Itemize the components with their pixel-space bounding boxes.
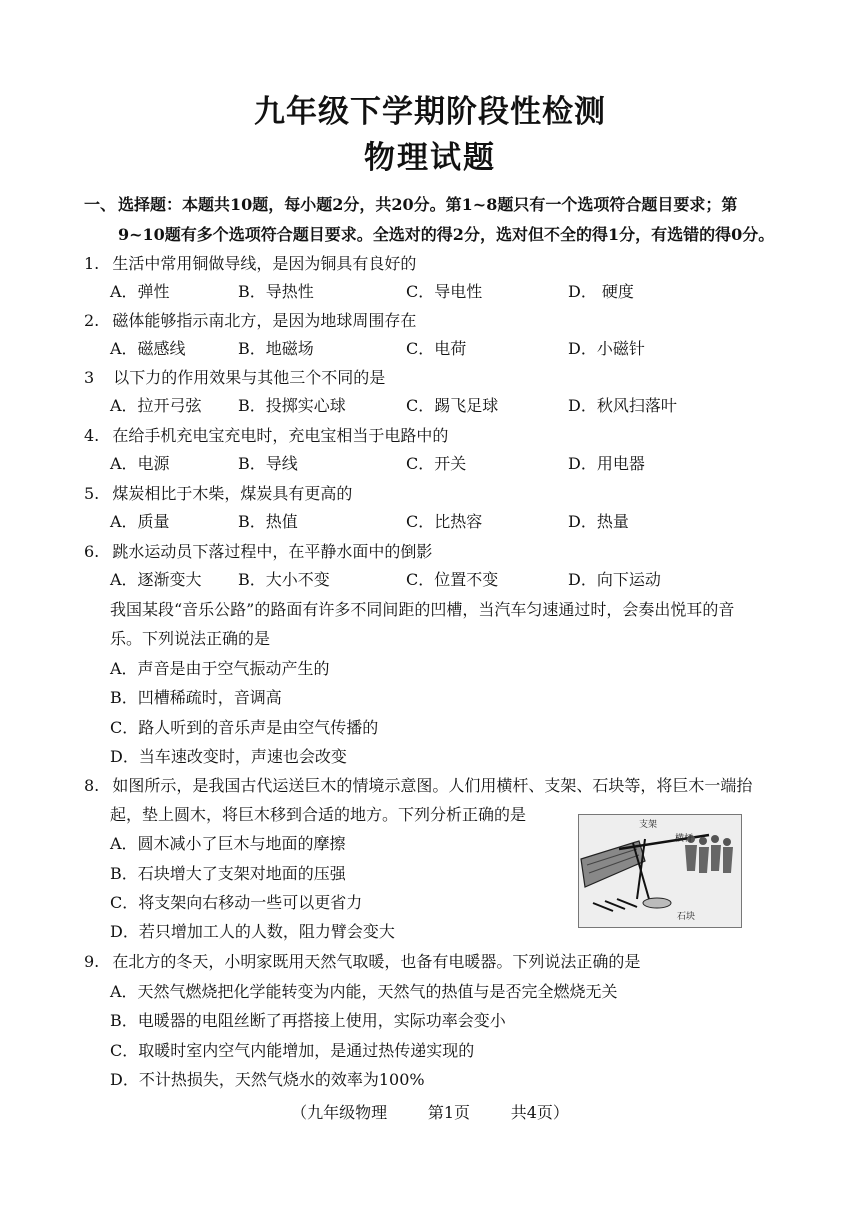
option-a: A．质量 [110,512,170,531]
option-c: C．取暖时室内空气内能增加，是通过热传递实现的 [110,1041,475,1060]
option-d: D．用电器 [568,454,645,473]
question-8 [84,772,784,800]
question-3 [84,364,784,392]
footer-total-pages: 共4页） [510,1103,569,1122]
option-d: D．热量 [568,512,629,531]
question-number: 8. [84,776,100,795]
option-c: C．比热容 [406,512,483,531]
option-d: D．若只增加工人的人数，阻力臂会变大 [110,922,395,941]
option-a: A．拉开弓弦 [110,396,202,415]
question-8-line-2: 起，垫上圆木，将巨木移到合适的地方。下列分析正确的是 [110,805,527,824]
question-text: 生活中常用铜做导线，是因为铜具有良好的 [112,254,417,273]
page-subtitle: 物理试题 [364,140,496,176]
option-a: A．磁感线 [110,339,186,358]
option-b: B．地磁场 [238,339,314,358]
option-b: B．热值 [238,512,298,531]
figure-label-support: 支架 [639,820,658,830]
footer-page-number: 第1页 [427,1103,470,1122]
question-text: 磁体能够指示南北方，是因为地球周围存在 [112,311,417,330]
question-number: 4. [84,426,100,445]
option-a: A．声音是由于空气振动产生的 [110,659,330,678]
option-a: A．圆木减小了巨木与地面的摩擦 [110,834,346,853]
option-d: D．向下运动 [568,570,661,589]
option-d: D． 硬度 [568,282,634,301]
option-c: C．导电性 [406,282,483,301]
question-text: 在给手机充电宝充电时，充电宝相当于电路中的 [112,426,449,445]
question-number: 9. [84,952,100,971]
section-heading [84,190,784,250]
option-b: B．凹槽稀疏时，音调高 [110,688,282,707]
footer-subject: （九年级物理 [291,1103,388,1122]
question-7-line-1: 我国某段“音乐公路”的路面有许多不同间距的凹槽，当汽车匀速通过时，会奏出悦耳的音 [110,600,735,619]
option-d: D．当车速改变时，声速也会改变 [110,747,347,766]
option-a: A．电源 [110,454,170,473]
option-b: B．导热性 [238,282,314,301]
question-1 [84,250,784,278]
figure-label-lever: 横杆 [675,834,694,844]
option-c: C．开关 [406,454,467,473]
option-d: D．小磁针 [568,339,645,358]
option-c: C．踢飞足球 [406,396,499,415]
option-d: D．不计热损失，天然气烧水的效率为100% [110,1070,425,1089]
option-b: B．石块增大了支架对地面的压强 [110,864,346,883]
question-text: 跳水运动员下落过程中，在平静水面中的倒影 [112,542,433,561]
option-c: C．电荷 [406,339,467,358]
option-b: B．大小不变 [238,570,330,589]
log-transport-figure [578,814,742,928]
question-number: 2. [84,311,100,330]
question-6 [84,538,784,566]
question-number: 1. [84,254,100,273]
section-number: 一、 [84,195,117,214]
option-c: C．位置不变 [406,570,499,589]
question-number: 6. [84,542,100,561]
question-9 [84,948,784,976]
question-2 [84,307,784,335]
question-5 [84,480,784,508]
section-instructions: 选择题：本题共10题，每小题2分，共20分。第1~8题只有一个选项符合题目要求；第9~10题有多个选项符合题目要求。全选对的得2分，选对但不全的得1分，有选错的得0分。 [118,195,775,244]
option-b: B．电暖器的电阻丝断了再搭接上使用，实际功率会变小 [110,1011,506,1030]
page-footer [0,1100,860,1123]
question-text: 煤炭相比于木柴，煤炭具有更高的 [112,484,353,503]
option-a: A．弹性 [110,282,170,301]
figure-label-stone: 石块 [677,912,696,922]
page-title: 九年级下学期阶段性检测 [254,94,606,130]
option-b: B．投掷实心球 [238,396,346,415]
question-number: 5. [84,484,100,503]
option-a: A．天然气燃烧把化学能转变为内能，天然气的热值与是否完全燃烧无关 [110,982,618,1001]
question-number: 3 [84,368,95,387]
option-d: D．秋风扫落叶 [568,396,677,415]
question-7-line-2: 乐。下列说法正确的是 [110,629,271,648]
question-text: 以下力的作用效果与其他三个不同的是 [113,368,386,387]
question-4 [84,422,784,450]
log-transport-illustration [579,815,741,927]
question-text: 在北方的冬天，小明家既用天然气取暖，也备有电暖器。下列说法正确的是 [112,952,641,971]
option-c: C．路人听到的音乐声是由空气传播的 [110,718,379,737]
question-text: 如图所示，是我国古代运送巨木的情境示意图。人们用横杆、支架、石块等，将巨木一端抬 [112,776,753,795]
option-b: B．导线 [238,454,298,473]
option-c: C．将支架向右移动一些可以更省力 [110,893,363,912]
option-a: A．逐渐变大 [110,570,202,589]
